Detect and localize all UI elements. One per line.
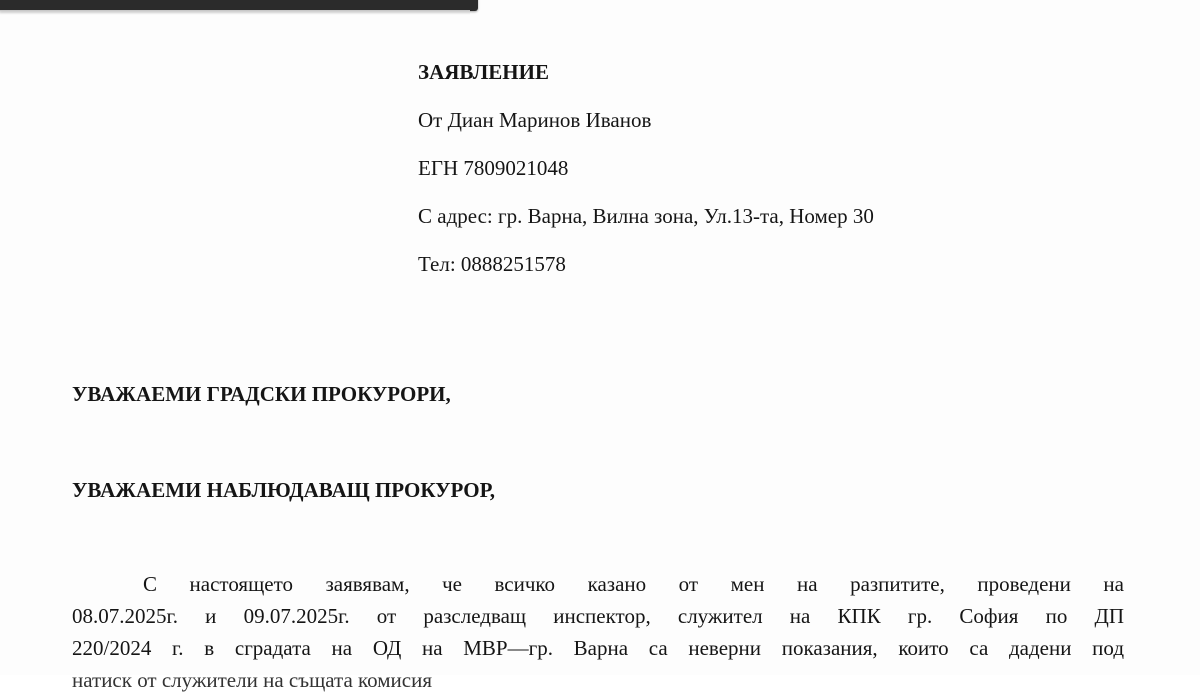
applicant-header [418,48,874,288]
salutation-city-prosecutors: УВАЖАЕМИ ГРАДСКИ ПРОКУРОРИ, [72,382,451,406]
sheet-shadow [0,10,470,15]
applicant-phone: Тел: 0888251578 [418,252,566,276]
statement-paragraph [72,568,1124,692]
paragraph-line: 220/2024 г. в сградата на ОД на МВР—гр. Варна са неверни показания, които са дадени под [72,636,1124,660]
applicant-address: С адрес: гр. Варна, Вилна зона, Ул.13-та, Номер 30 [418,204,874,228]
document-title: ЗАЯВЛЕНИЕ [418,60,549,84]
applicant-name: От Диан Маринов Иванов [418,108,652,132]
paragraph-line-cut-off: натиск от служители на същата комисия [72,668,433,692]
applicant-egn: ЕГН 7809021048 [418,156,569,180]
paragraph-line: С настоящето заявявам, че всичко казано от мен на разпитите, проведени на [143,572,1124,596]
paragraph-line: 08.07.2025г. и 09.07.2025г. от разследващ инспектор, служител на КПК гр. София по ДП [72,604,1124,628]
salutation-supervising-prosecutor: УВАЖАЕМИ НАБЛЮДАВАЩ ПРОКУРОР, [72,478,496,502]
